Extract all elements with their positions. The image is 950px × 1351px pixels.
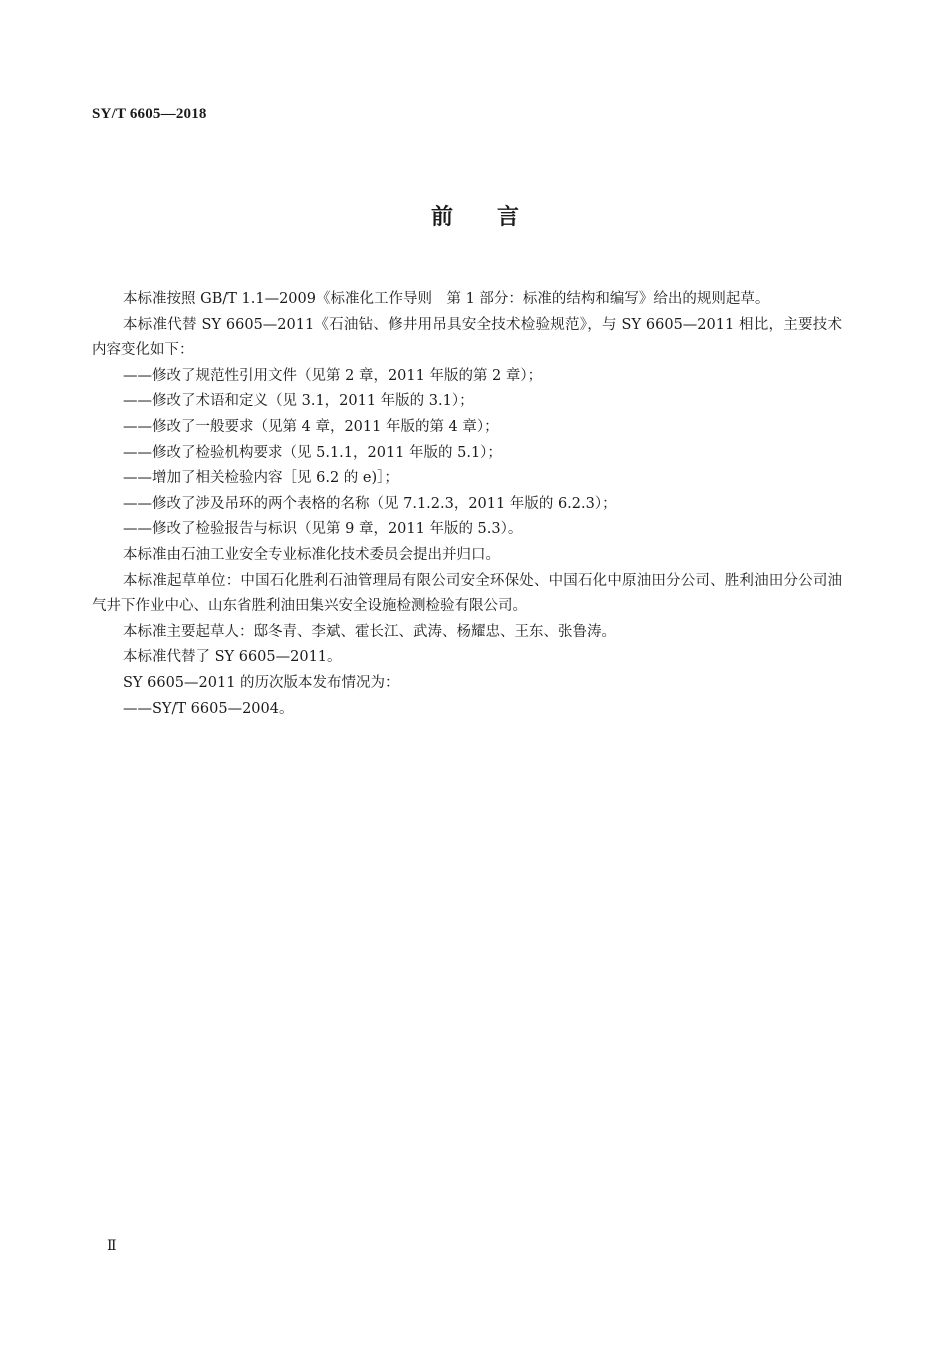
page-number: Ⅱ bbox=[107, 1238, 117, 1254]
paragraph-drafters: 本标准主要起草人：邸冬青、李斌、霍长江、武涛、杨耀忠、王东、张鲁涛。 bbox=[123, 623, 616, 640]
page-title: 前言 bbox=[430, 205, 563, 230]
preface-body bbox=[92, 287, 842, 722]
paragraph-replacement: 本标准代替 SY 6605—2011《石油钻、修井用吊具安全技术检验规范》，与 SY 6605—2011 相比，主要技术内容变化如下： bbox=[92, 316, 842, 359]
change-item: ——修改了检验机构要求（见 5.1.1，2011 年版的 5.1）； bbox=[123, 444, 502, 461]
change-item: ——修改了一般要求（见第 4 章，2011 年版的第 4 章）； bbox=[123, 418, 499, 435]
standard-code: SY/T 6605—2018 bbox=[92, 106, 207, 122]
change-item: ——修改了规范性引用文件（见第 2 章，2011 年版的第 2 章）； bbox=[123, 367, 543, 384]
paragraph-drafting-units: 本标准起草单位：中国石化胜利石油管理局有限公司安全环保处、中国石化中原油田分公司、胜利油田分公司油气井下作业中心、山东省胜利油田集兴安全设施检测检验有限公司。 bbox=[92, 572, 842, 615]
paragraph-history: SY 6605—2011 的历次版本发布情况为： bbox=[123, 674, 400, 691]
change-item: ——增加了相关检验内容［见 6.2 的 e)］； bbox=[123, 470, 399, 487]
history-item: ——SY/T 6605—2004。 bbox=[123, 700, 294, 717]
paragraph-committee: 本标准由石油工业安全专业标准化技术委员会提出并归口。 bbox=[123, 546, 500, 563]
paragraph-drafting-rules: 本标准按照 GB/T 1.1—2009《标准化工作导则 第 1 部分：标准的结构和编写》给出的规则起草。 bbox=[123, 291, 770, 307]
change-item: ——修改了术语和定义（见 3.1，2011 年版的 3.1）； bbox=[123, 393, 474, 410]
paragraph-replaces: 本标准代替了 SY 6605—2011。 bbox=[123, 649, 342, 666]
change-item: ——修改了涉及吊环的两个表格的名称（见 7.1.2.3，2011 年版的 6.2.3）； bbox=[123, 495, 617, 512]
change-item: ——修改了检验报告与标识（见第 9 章，2011 年版的 5.3）。 bbox=[123, 521, 523, 538]
